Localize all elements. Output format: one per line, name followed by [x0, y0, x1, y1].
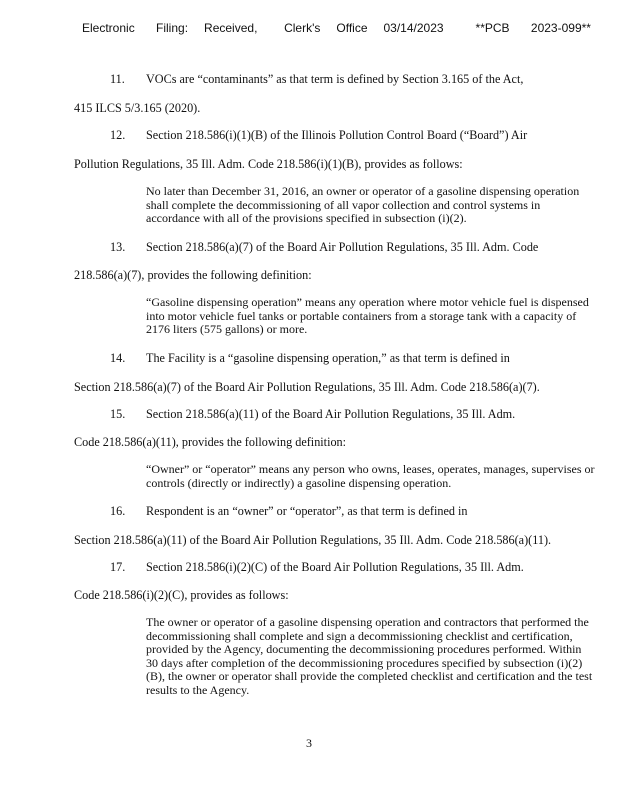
block-quote-15: “Owner” or “operator” means any person who owns, leases, operates, manages, supervises or controls (directly or indirectly) a gasoline dispensing operation.: [146, 462, 595, 490]
paragraph-number: 13.: [110, 240, 126, 254]
paragraph-15-continuation: Code 218.586(a)(11), provides the following definition:: [74, 435, 347, 449]
paragraph-13: [110, 241, 538, 253]
paragraph-12: [110, 129, 527, 141]
page-number: 3: [306, 736, 312, 750]
paragraph-number: 15.: [110, 407, 126, 421]
paragraph-number: 14.: [110, 351, 126, 365]
paragraph-14-continuation: Section 218.586(a)(7) of the Board Air Pollution Regulations, 35 Ill. Adm. Code 218.586(a)(7).: [74, 380, 540, 394]
paragraph-16: [110, 505, 468, 517]
paragraph-15: [110, 408, 515, 420]
block-quote-17: The owner or operator of a gasoline dispensing operation and contractors that performed the decommissioning shall complete and sign a decommissioning checklist and certification, provided by the Agency, documenting the decommissioning procedures performed. Within 30 days after completion of the decommissioning procedures specified by subsection (i)(2)(B), the owner or operator shall provide the completed checklist and certification and the test results to the Agency.: [146, 615, 593, 697]
block-quote-13: “Gasoline dispensing operation” means any operation where motor vehicle fuel is dispensed into motor vehicle fuel tanks or portable containers from a storage tank with a capacity of 2176 liters (575 gallons) or more.: [146, 295, 589, 337]
paragraph-17: [110, 561, 524, 573]
paragraph-12-continuation: Pollution Regulations, 35 Ill. Adm. Code 218.586(i)(1)(B), provides as follows:: [74, 157, 463, 171]
block-quote-12: No later than December 31, 2016, an owner or operator of a gasoline dispensing operation shall complete the decommissioning of all vapor collection and control systems in accordance with all of the provisions specified in subsection (i)(2).: [146, 184, 580, 226]
paragraph-text: VOCs are “contaminants” as that term is defined by Section 3.165 of the Act,: [146, 72, 524, 86]
paragraph-text: The Facility is a “gasoline dispensing operation,” as that term is defined in: [146, 351, 510, 365]
filing-header: Electronic Filing: Received, Clerk's Office 03/14/2023 **PCB 2023-099**: [82, 21, 591, 35]
paragraph-number: 11.: [110, 72, 125, 86]
paragraph-14: [110, 352, 510, 364]
paragraph-number: 17.: [110, 560, 126, 574]
paragraph-16-continuation: Section 218.586(a)(11) of the Board Air Pollution Regulations, 35 Ill. Adm. Code 218.586(a)(11).: [74, 533, 552, 547]
paragraph-text: Section 218.586(a)(11) of the Board Air Pollution Regulations, 35 Ill. Adm.: [146, 407, 516, 421]
paragraph-number: 12.: [110, 128, 126, 142]
paragraph-17-continuation: Code 218.586(i)(2)(C), provides as follows:: [74, 588, 289, 602]
paragraph-text: Respondent is an “owner” or “operator”, as that term is defined in: [146, 504, 468, 518]
paragraph-11: [110, 73, 523, 85]
paragraph-text: Section 218.586(i)(1)(B) of the Illinois Pollution Control Board (“Board”) Air: [146, 128, 528, 142]
paragraph-11-continuation: 415 ILCS 5/3.165 (2020).: [74, 101, 201, 115]
paragraph-text: Section 218.586(a)(7) of the Board Air Pollution Regulations, 35 Ill. Adm. Code: [146, 240, 539, 254]
paragraph-text: Section 218.586(i)(2)(C) of the Board Air Pollution Regulations, 35 Ill. Adm.: [146, 560, 524, 574]
paragraph-number: 16.: [110, 504, 126, 518]
paragraph-13-continuation: 218.586(a)(7), provides the following definition:: [74, 268, 312, 282]
